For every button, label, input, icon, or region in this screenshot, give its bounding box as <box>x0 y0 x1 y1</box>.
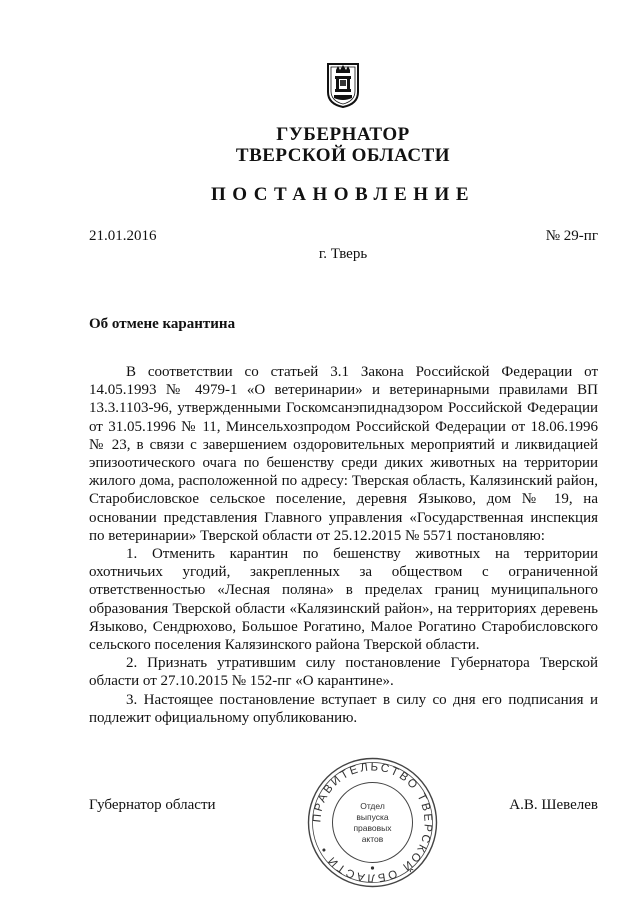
document-type: ПОСТАНОВЛЕНИЕ <box>210 184 476 205</box>
clause-2-paragraph: 2. Признать утратившим силу постановление Губернатора Тверской области от 27.10.2015 № 152-пг «О карантине». <box>89 655 598 690</box>
stamp-line: правовых <box>353 822 392 833</box>
clause-3-paragraph: 3. Настоящее постановление вступает в силу со дня его подписания и подлежит официальному опубликованию. <box>89 691 598 726</box>
document-number: № 29-пг <box>545 228 598 244</box>
signer-name: А.В. Шевелев <box>509 797 598 813</box>
preamble-paragraph: В соответствии со статьей 3.1 Закона Российской Федерации от 14.05.1993 № 4979-1 «О ветеринарии» и ветеринарными правилами ВП 13.3.1103-96, утвержденными Госкомсанэпиднадзором Российской Федерации от 31.05.1996 № 11, Минсельхозпродом Российской Федерации от 18.06.1996 № 23, в связи с завершением оздоровительных мероприятий и ликвидацией эпизоотического очага по бешенству среди диких животных на территории жилого дома, расположенной по адресу: Тверская область, Калязинский район, Старобисловское сельское поселение, деревня Языково, дом № 19, на основании представления Главного управления «Государственная инспекция по ветеринарии» Тверской области от 25.12.2015 № 5571 постановляю: <box>89 364 598 544</box>
document-subject: Об отмене карантина <box>89 316 236 332</box>
document-date: 21.01.2016 <box>89 228 157 244</box>
clause-1-paragraph: 1. Отменить карантин по бешенству животных на территории охотничьих угодий, закрепленных за обществом с ограниченной ответственностью «Лесная поляна» в пределах границ муниципального образования Тверской области «Калязинский район», на территориях деревень Языково, Сендрюхово, Большое Рогатино, Малое Рогатино Старобисловского сельского поселения Калязинского района Тверской области. <box>89 546 598 654</box>
coat-of-arms-icon <box>326 62 360 108</box>
official-stamp <box>305 755 440 890</box>
stamp-center <box>305 755 440 890</box>
document-body <box>89 363 598 727</box>
issuer-title: ГУБЕРНАТОР <box>276 124 410 145</box>
stamp-line: Отдел <box>360 800 385 811</box>
signer-position: Губернатор области <box>89 797 216 813</box>
issuer-region: ТВЕРСКОЙ ОБЛАСТИ <box>235 145 451 166</box>
stamp-line: выпуска <box>356 811 389 822</box>
stamp-ring-text: ПРАВИТЕЛЬСТВО ТВЕРСКОЙ ОБЛАСТИ • <box>311 761 434 884</box>
stamp-line: актов <box>361 833 384 844</box>
document-city: г. Тверь <box>318 246 368 262</box>
